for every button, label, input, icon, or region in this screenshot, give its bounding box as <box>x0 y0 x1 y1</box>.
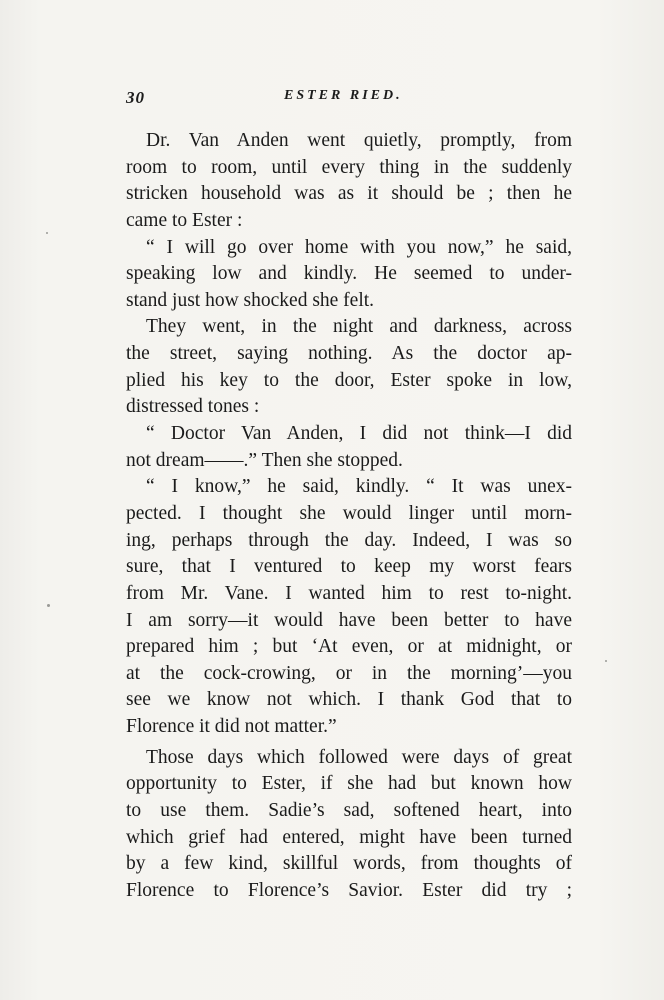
text-line: the street, saying nothing. As the doctor ap- <box>126 343 572 365</box>
body-text <box>126 128 572 905</box>
text-line: pected. I thought she would linger until morn- <box>126 502 572 524</box>
text-line: They went, in the night and darkness, across <box>146 316 572 338</box>
text-line: distressed tones : <box>126 396 260 418</box>
text-line: room to room, until every thing in the suddenly <box>126 156 572 178</box>
text-line: to use them. Sadie’s sad, softened heart, into <box>126 800 572 822</box>
running-head <box>126 88 574 112</box>
paper-speck <box>46 232 48 234</box>
text-line: by a few kind, skillful words, from thoughts of <box>126 853 572 875</box>
text-line: speaking low and kindly. He seemed to under- <box>126 263 572 285</box>
text-line: Those days which followed were days of great <box>146 746 572 768</box>
text-line: plied his key to the door, Ester spoke in low, <box>126 369 572 391</box>
text-line: opportunity to Ester, if she had but known how <box>126 773 572 795</box>
paper-speck <box>605 660 607 662</box>
running-title: ESTER RIED. <box>284 88 403 103</box>
text-line: stricken household was as it should be ; then he <box>126 183 572 205</box>
text-line: sure, that I ventured to keep my worst fears <box>126 556 572 578</box>
text-line: prepared him ; but ‘At even, or at midnight, or <box>126 636 572 658</box>
text-line: ing, perhaps through the day. Indeed, I was so <box>126 529 572 551</box>
text-line: which grief had entered, might have been turned <box>126 826 572 848</box>
text-line: at the cock-crowing, or in the morning’—you <box>126 662 572 684</box>
text-line: from Mr. Vane. I wanted him to rest to-night. <box>126 582 572 604</box>
text-line: Florence to Florence’s Savior. Ester did try ; <box>126 879 572 901</box>
text-line: not dream——.” Then she stopped. <box>126 449 403 471</box>
text-line: Florence it did not matter.” <box>126 716 337 738</box>
text-line: Dr. Van Anden went quietly, promptly, from <box>146 130 572 151</box>
text-line: see we know not which. I thank God that to <box>126 689 572 711</box>
text-line: stand just how shocked she felt. <box>126 289 375 311</box>
page-number: 30 <box>126 88 145 107</box>
text-line: I am sorry—it would have been better to have <box>126 609 572 631</box>
text-line: “ Doctor Van Anden, I did not think—I did <box>146 423 572 445</box>
text-line: “ I will go over home with you now,” he said, <box>146 236 572 258</box>
text-line: came to Ester : <box>126 209 243 231</box>
text-line: “ I know,” he said, kindly. “ It was unex- <box>146 476 572 498</box>
paper-speck <box>47 604 50 607</box>
